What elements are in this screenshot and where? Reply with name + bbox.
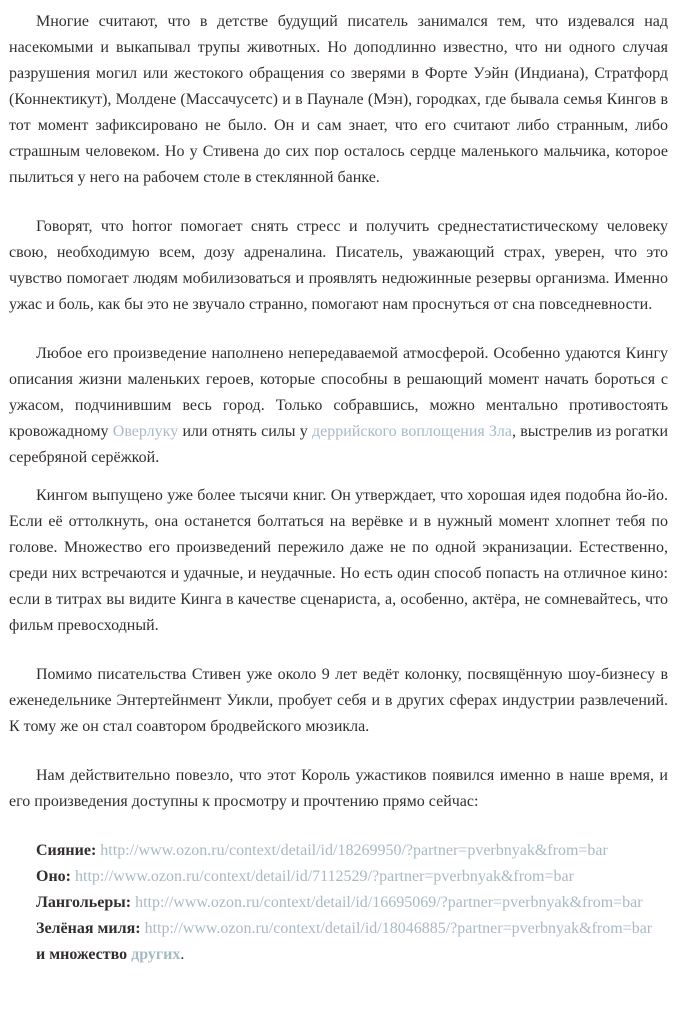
paragraph-atmosphere <box>9 341 668 471</box>
book-item-green-mile <box>9 916 668 942</box>
paragraph-text: , выстрелив из рогатки серебряной серёжкой. <box>9 423 669 466</box>
paragraph-lucky <box>9 763 668 815</box>
paragraph-childhood <box>9 9 668 191</box>
overlook-link[interactable]: Оверлуку <box>112 423 179 440</box>
book-title: Лангольеры: <box>36 894 136 911</box>
book-url-link[interactable]: http://www.ozon.ru/context/detail/id/16695069/?partner=pverbnyak&from=bar <box>135 894 643 911</box>
book-item-shining <box>9 838 668 864</box>
paragraph-text: Говорят, что horror помогает снять стресс и получить среднестатистическому человеку свою, необходимую всем, дозу адреналина. Писатель, уважающий страх, уверен, что это чувство помогает людям мобилизоваться и проявлять недюжинные резервы организма. Именно ужас и боль, как бы это не звучало странно, помогают нам проснуться от сна повседневности. <box>9 218 668 313</box>
book-url-link[interactable]: http://www.ozon.ru/context/detail/id/18046885/?partner=pverbnyak&from=bar <box>144 920 653 937</box>
paragraph-column <box>9 662 668 740</box>
paragraph-text: Нам действительно повезло, что этот Король ужастиков появился именно в наше время, и его произведения доступны к просмотру и прочтению прямо сейчас: <box>9 767 668 810</box>
derry-evil-link[interactable]: деррийского воплощения Зла <box>312 423 512 440</box>
book-url-link[interactable]: http://www.ozon.ru/context/detail/id/18269950/?partner=pverbnyak&from=bar <box>100 842 608 859</box>
paragraph-text: Помимо писательства Стивен уже около 9 лет ведёт колонку, посвящённую шоу-бизнесу в еженедельнике Энтертейнмент Уикли, пробует себя и в других сферах индустрии развлечений. К тому же он стал соавтором бродвейского мюзикла. <box>9 666 668 735</box>
book-title: Оно: <box>36 868 75 885</box>
paragraph-books-count <box>9 483 668 639</box>
book-url-link[interactable]: http://www.ozon.ru/context/detail/id/7112529/?partner=pverbnyak&from=bar <box>75 868 574 885</box>
many-more-text: и множество <box>36 946 132 963</box>
paragraph-many-more <box>9 942 668 968</box>
paragraph-text: Многие считают, что в детстве будущий писатель занимался тем, что издевался над насекомыми и выкапывал трупы животных. Но доподлинно известно, что ни одного случая разрушения могил или жестокого обращения со зверями в Форте Уэйн (Индиана), Стратфорд (Коннектикут), Молдене (Массачусетс) и в Паунале (Мэн), городках, где бывала семья Кингов в тот момент зафиксировано не было. Он и сам знает, что его считают либо странным, либо страшным человеком. Но у Стивена до сих пор осталось сердце маленького мальчика, которое пылиться у него на рабочем столе в стеклянной банке. <box>9 13 668 186</box>
book-title: Сияние: <box>36 842 101 859</box>
paragraph-text: Любое его произведение наполнено непередаваемой атмосферой. Особенно удаются Кингу описания жизни маленьких героев, которые способны в решающий момент начать бороться с ужасом, подчинившим весь город. Только собравшись, можно ментально противостоять кровожадному <box>9 345 668 440</box>
paragraph-text: Кингом выпущено уже более тысячи книг. Он утверждает, что хорошая идея подобна йо-йо. Если её оттолкнуть, она останется болтаться на верёвке и в нужный момент хлопнет тебя по голове. Множество его произведений пережило даже не по одной экранизации. Естественно, среди них встречаются и удачные, и неудачные. Но есть один способ попасть на отличное кино: если в титрах вы видите Кинга в качестве сценариста, а, особенно, актёра, не сомневайтесь, что фильм превосходный. <box>9 487 668 634</box>
paragraph-text: или отнять силы у <box>178 423 313 440</box>
others-link[interactable]: других <box>131 946 181 963</box>
paragraph-horror-stress <box>9 214 668 318</box>
book-item-langoliers <box>9 890 668 916</box>
book-item-it <box>9 864 668 890</box>
book-title: Зелёная миля: <box>36 920 145 937</box>
period-text: . <box>180 946 185 963</box>
